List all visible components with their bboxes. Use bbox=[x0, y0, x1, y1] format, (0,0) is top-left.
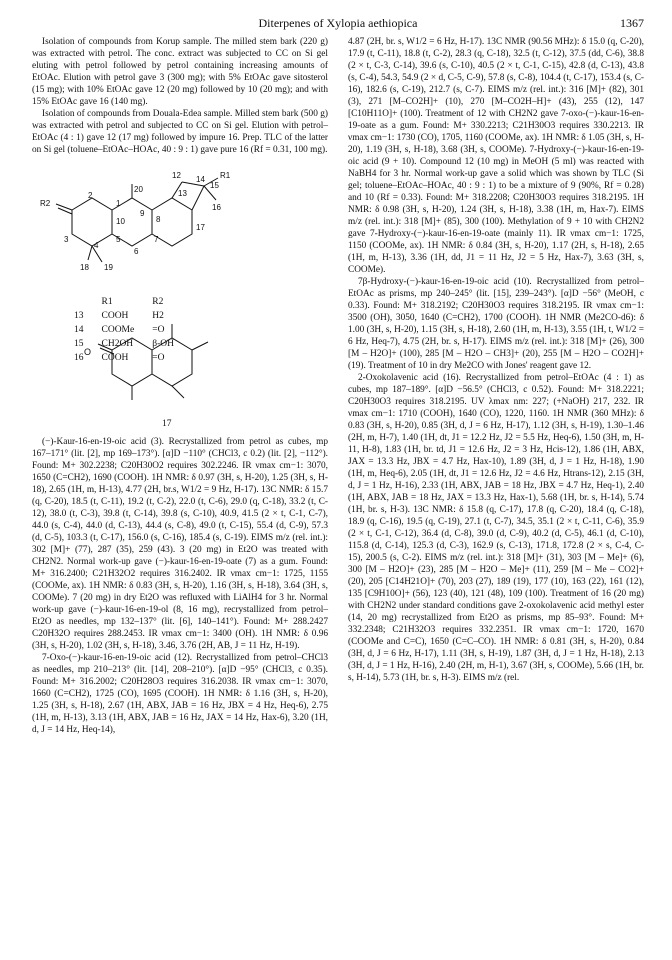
atom-label-6: 6 bbox=[134, 247, 139, 256]
atom-label-19: 19 bbox=[104, 263, 113, 272]
paragraph-compound-3: (−)-Kaur-16-en-19-oic acid (3). Recrystallized from petrol as cubes, mp 167–171° (lit. [2], mp 169–173°). [α]D −110° (CHCl3, c 0.2) (lit. [2], −112°). Found: M+ 302.2238; C20H30O2 requires 302.2246. IR νmax cm−1: 3070, 1650 (C=CH2), 1690 (COOH). 1H NMR: δ 0.97 (3H, s, H-20), 1.25 (3H, s, H-18), 2.65 (1H, m, H-13), 4.77 (2H, br.s, W1/2 = 9 Hz, H-17). 13C NMR: δ 15.7 (q, C-20), 18.5 (t, C-11), 19.2 (t, C-2), 22.0 (t, C-6), 29.0 (q, C-18), 33.2 (t, C-12), 38.0 (t, C-3), 39.8 (t, C-14), 39.8 (s, C-10), 40.9, 41.5 (2 × t, C-1, C-7), 44.0 (s, C-4), 44.0 (d, C-13), 44.4 (s, C-8), 49.0 (t, C-15), 55.4 (d, C-9), 57.3 (d, C-5), 103.3 (t, C-17), 156.0 (s, C-16), 185.4 (s, C-19). EIMS m/z (rel. int.): 302 [M]+ (77), 287 (35), 259 (43). 3 (20 mg) in Et2O was treated with CH2N2. Normal work-up gave (−)-kaur-16-en-19-oate (7) as a gum. Found: M+ 316.2400; C21H32O2 requires 316.2402. IR νmax cm−1: 1725, 1155 (COOMe, ax). 1H NMR: δ 0.83 (3H, s, H-20), 1.16 (3H, s, H-18), 3.64 (3H, s, COOMe). 7 (20 mg) in dry Et2O was refluxed with LiAlH4 for 3 hr. Normal work-up gave (−)-kaur-16-en-19-ol (8, 16 mg), recrystallized from petrol–Et2O as needles, mp 132–137° (lit. [6], 140–141°). Found: M+ 288.2427 C20H32O requires 288.2453. IR νmax cm−1: 3400 (OH). 1H NMR: δ 0.96 (3H, s, H-20), 1.02 (3H, s, H-18), 3.46, 3.76 (2H, AB, J = 11 Hz, H-19). bbox=[32, 437, 328, 651]
table-row bbox=[74, 324, 190, 336]
table-cell: COOMe bbox=[101, 325, 135, 335]
table-header-row bbox=[74, 296, 190, 308]
atom-label-5: 5 bbox=[116, 235, 121, 244]
chemical-structures bbox=[32, 162, 328, 432]
table-cell: CH2OH bbox=[101, 339, 134, 349]
table-row bbox=[74, 338, 190, 350]
atom-label-7: 7 bbox=[154, 235, 159, 244]
paragraph-compound-12: 7-Oxo-(−)-kaur-16-en-19-oic acid (12). Recrystallized from petrol–CHCl3 as needles, mp 210–213° (lit. [14], 208–210°). [α]D −95° (CHCl3, c 0.35). Found: M+ 316.2002; C20H28O3 requires 316.2038. IR νmax cm−1: 3070, 1660 (C=CH2), 1725 (CO), 1695 (COOH). 1H NMR: δ 1.16 (3H, s, H-20), 1.25 (3H, s, H-18), 2.67 (1H, ABX, JAB = 16 Hz, JBX = 4 Hz, Heq-6), 2.75 (1H, m, H-13), 3.13 (1H, ABX, JAB = 16 Hz, JAX = 14 Hz, Hax-6), 3.20 (1H, d, J = 14 Hz, Heq-14), bbox=[32, 653, 328, 735]
atom-label-r2: R2 bbox=[40, 199, 51, 208]
atom-label-10: 10 bbox=[116, 217, 125, 226]
right-column bbox=[348, 36, 644, 684]
atom-label-1: 1 bbox=[116, 199, 121, 208]
atom-label-15: 15 bbox=[210, 181, 219, 190]
atom-label-20: 20 bbox=[134, 185, 143, 194]
atom-label-2: 2 bbox=[88, 191, 93, 200]
running-title: Diterpenes of Xylopia aethiopica bbox=[258, 16, 418, 30]
atom-label-12: 12 bbox=[172, 171, 181, 180]
table-row bbox=[74, 310, 190, 322]
paragraph-compound-10: 7β-Hydroxy-(−)-kaur-16-en-19-oic acid (10). Recrystallized from petrol–EtOAc as prisms, mp 240–245° (lit. [15], 239–243°). [α]D −56° (MeOH, c 0.33). Found: M+ 318.2192; C20H30O3 requires 318.2195. IR νmax cm−1: 3500 (OH), 3050, 1640 (C=CH2), 1700 (COOH). 1H NMR (Me2CO-d6): δ 1.00 (3H, s, H-20), 1.15 (3H, s, H-18), 2.60 (1H, m, H-13), 3.55 (1H, t, W1/2 = 6 Hz, Heq-7), 4.75 (2H, br. s, H-17). EIMS m/z (rel. int.): 318 [M]+ (26), 300 [M – H2O]+ (100), 285 [M – H2O – CH3]+ (20), 255 [M – H2O – CO2H]+ (19). Treatment of 10 in dry Me2CO with Jones' reagent gave 12. bbox=[348, 277, 644, 371]
atom-label-4: 4 bbox=[94, 241, 99, 250]
table-cell: β-OH bbox=[152, 339, 174, 349]
table-row bbox=[74, 352, 190, 364]
table-cell: 14 bbox=[74, 325, 84, 335]
atom-label-18: 18 bbox=[80, 263, 89, 272]
table-header: R1 bbox=[101, 297, 113, 307]
table-cell: =O bbox=[152, 353, 165, 363]
left-column bbox=[32, 36, 328, 736]
table-header: R2 bbox=[152, 297, 164, 307]
paragraph-compound-16: 2-Oxokolavenic acid (16). Recrystallized from petrol–EtOAc (4 : 1) as cubes, mp 187–189°. [α]D −56.5° (CHCl3, c 0.52). Found: M+ 318.2221; C20H30O3 requires 318.2195. UV λmax nm: 227; (+NaOH) 217, 232. IR νmax cm−1: 1710 (COOH), 1640 (CO), 1220, 1160. 1H NMR (360 MHz): δ 0.83 (3H, s, H-20), 0.85 (3H, d, J = 6 Hz, H-17), 1.12 (3H, s, H-19), 1.30–1.46 (2H, m, H-7), 1.40 (1H, dt, J1 = 12.2 Hz, J2 = 5.5 Hz, Heq-6), 1.50 (3H, m, H-11, H-8), 1.83 (1H, br. td, J1 = 12.6 Hz, J2 = 3 Hz, Hcis-12), 1.86 (1H, ABX, JAX = 13.3 Hz, JBX = 4.7 Hz, Hax-10), 1.89 (3H, d, J = 1 Hz, H-18), 1.90 (1H, m, Heq-6), 2.05 (1H, dt, J1 = 12.6 Hz, J2 = 4.6 Hz, Htrans-12), 2.15 (3H, d, J = 1 Hz, H-16), 2.33 (1H, ABX, JAB = 18 Hz, JBX = 4.7 Hz, Heq-1), 2.40 (1H, ABX, JAB = 18 Hz, JAX = 13.3 Hz, Hax-1), 5.68 (1H, br. s, H-14), 5.74 (1H, br. s, H-3). 13C NMR: δ 15.8 (q, C-17), 17.8 (q, C-20), 18.4 (q, C-18), 18.9 (q, C-16), 19.5 (q, C-19), 27.1 (t, C-7), 34.5, 35.1 (2 × t, C-11, C-6), 35.9 (2 × t, C-1, C-12), 36.4 (d, C-8), 39.0 (d, C-9), 40.2 (d, C-5), 46.1 (d, C-10), 115.8 (d, C-14), 125.3 (d, C-3), 162.9 (s, C-13), 171.8, 172.8 (2 × s, C-4, C-15), 200.5 (s, C-2). EIMS m/z (rel. int.): 318 [M]+ (31), 303 [M – Me]+ (6), 300 [M – H2O]+ (23), 285 [M – H2O – Me]+ (11), 259 [M – Me – CO2]+ (20), 205 [C14H21O]+ (70), 203 (27), 189 (19), 177 (10), 163 (22), 161 (12), 135 [C9H10O]+ (56), 123 (40), 121 (48), 109 (100). Treatment of 16 (20 mg) with CH2N2 under standard conditions gave 2-oxokolavenic acid methyl ester (14, 20 mg) recrystallized from Et2O as prisms, mp 85–93°. Found: M+ 332.2348; C21H32O3 requires 332.2351. IR νmax cm−1: 1720, 1670 (COOMe and C=C), 1650 (C=C–CO). 1H NMR: δ 0.81 (3H, s, H-20), 0.84 (3H, d, J = 6 Hz, H-17), 1.11 (3H, s, H-19), 1.87 (3H, d, J = 1 Hz, H-18), 2.13 (3H, d, J = 1 Hz, H-16), 2.40 (2H, m, H-1), 3.67 (3H, s, COOMe), 5.66 (1H, br. s, H-14), 5.73 (1H, br. s, H-3). EIMS m/z (rel. bbox=[348, 373, 644, 683]
table-cell: H2 bbox=[152, 311, 164, 321]
table-cell: COOH bbox=[101, 353, 129, 363]
table-header bbox=[74, 296, 100, 308]
atom-label-9: 9 bbox=[140, 209, 145, 218]
table-cell: 13 bbox=[74, 311, 84, 321]
paragraph-douala: Isolation of compounds from Douala-Edea sample. Milled stem bark (500 g) was extracted with petrol and subjected to CC on Si gel. Elution with petrol–EtOAc (4 : 1) gave 12 (17 mg) followed by impure 16. Prep. TLC of the latter on Si gel (toluene–EtOAc–HOAc, 40 : 9 : 1) gave pure 16 (Rf = 0.31, 100 mg). bbox=[32, 109, 328, 155]
atom-label-16: 16 bbox=[212, 203, 221, 212]
table-cell: 16 bbox=[74, 353, 84, 363]
atom-label-3: 3 bbox=[64, 235, 69, 244]
compound-number-17: 17 bbox=[162, 419, 172, 429]
atom-label-14: 14 bbox=[196, 175, 205, 184]
table-cell: 15 bbox=[74, 339, 84, 349]
table-cell: COOH bbox=[101, 311, 129, 321]
atom-label-17: 17 bbox=[196, 223, 205, 232]
atom-label-8: 8 bbox=[156, 215, 161, 224]
atom-label-13: 13 bbox=[178, 189, 187, 198]
table-cell: =O bbox=[152, 325, 165, 335]
page-number: 1367 bbox=[620, 16, 644, 30]
paragraph-korup: Isolation of compounds from Korup sample. The milled stem bark (220 g) was extracted with petrol. The conc. extract was subjected to CC on Si gel eluting with petrol followed by petrol containing increasing amounts of EtOAc. Elution with petrol gave 3 (300 mg); with 5% EtOAc gave sitosterol (15 mg); with 10% EtOAc gave 12 (20 mg) followed by 10 (20 mg); and with 15% EtOAc gave 16 (140 mg). bbox=[32, 37, 328, 107]
paragraph-continued: 4.87 (2H, br. s, W1/2 = 6 Hz, H-17). 13C NMR (90.56 MHz): δ 15.0 (q, C-20), 17.9 (t, C-11), 18.8 (t, C-2), 28.3 (q, C-18), 32.5 (t, C-12), 37.5 (dd, C-6), 38.8 (2 × t, C-3, C-14), 39.6 (s, C-10), 40.5 (2 × t, C-1, C-15), 42.8 (d, C-13), 43.8 (s, C-4), 54.3, 54.9 (2 × d, C-5, C-9), 57.8 (s, C-8), 104.4 (t, C-17), 153.4 (s, C-16), 182.6 (s, C-19), 212.7 (s, C-7). EIMS m/z (rel. int.): 316 [M]+ (82), 301 (3), 271 [M–CO2H]+ (10), 270 [M–CO2H–H]+ (43), 255 (12), 147 [C10H11O]+ (100). Treatment of 12 with CH2N2 gave 7-oxo-(−)-kaur-16-en-19-oate as a gum. Found: M+ 330.2213; C21H30O3 requires 330.2213. IR νmax cm−1: 1730 (CO), 1705, 1160 (COOMe, ax). 1H NMR: δ 1.05 (3H, s, H-20), 1.19 (3H, s, H-18), 3.68 (3H, s, COOMe). 7-Hydroxy-(−)-kaur-16-en-19-oic acid (9 + 10). Compound 12 (10 mg) in MeOH (5 ml) was reacted with NaBH4 for 3 hr. Normal work-up gave a solid which was shown by TLC (Si gel; toluene–EtOAc–HOAc, 40 : 9 : 1) to be a mixture of 9 (90%, Rf = 0.28) and 10 (Rf = 0.33). Found: M+ 318.2208; C20H30O3 requires 318.2195. 1H NMR: δ 0.98 (3H, s, H-20), 1.24 (3H, s, H-18), 3.38 (1H, m, Hax-7). EIMS m/z (rel. int.): 318 [M]+ (85), 300 (100). Methylation of 9 + 10 with CH2N2 gave 7-Hydroxy-(−)-kaur-16-en-19-oate (mainly 11). IR νmax cm−1: 1725, 1150 (COOMe, ax). 1H NMR: δ 0.84 (3H, s, H-20), 1.17 (2H, s, H-18), 2.65 (1H, m, H-13), 3.36 (1H, dd, J1 = 11 Hz, J2 = 5 Hz, Hax-7), 3.63 (3H, s, COOMe). bbox=[348, 37, 644, 275]
page-header bbox=[32, 16, 644, 32]
carbonyl-oxygen-label: O bbox=[84, 347, 92, 357]
atom-label-r1: R1 bbox=[220, 171, 231, 180]
